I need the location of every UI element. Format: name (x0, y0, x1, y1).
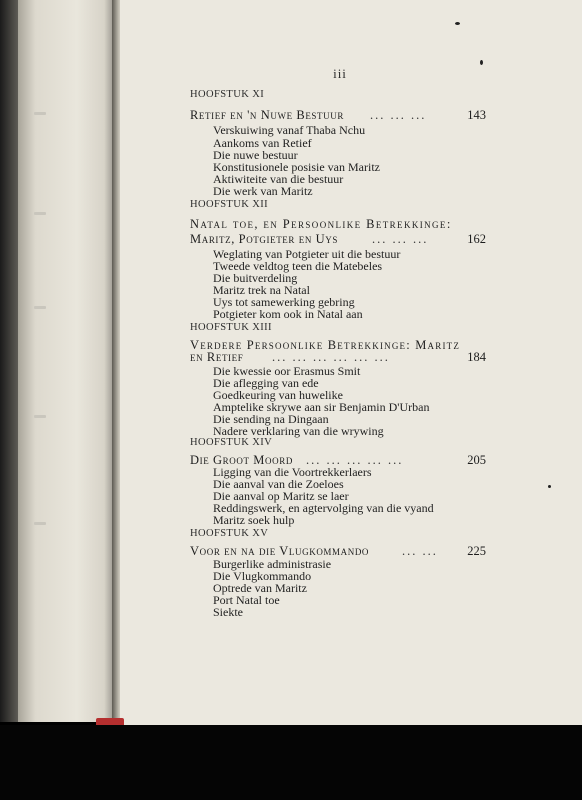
section-entry: Reddingswerk, en agtervolging van die vyand (213, 501, 434, 515)
section-entry: Die kwessie oor Erasmus Smit (213, 364, 361, 378)
chapter-title-text: en Retief (190, 350, 244, 364)
bleed-mark (34, 415, 46, 418)
section-entry: Siekte (213, 605, 243, 619)
section-entry: Uys tot samewerking gebring (213, 295, 355, 309)
chapter-title (190, 232, 486, 247)
section-entry: Verskuiwing vanaf Thaba Nchu (213, 123, 366, 137)
bleed-mark (34, 522, 46, 525)
section-entry: Nadere verklaring van die wrywing (213, 424, 384, 438)
section-entry: Potgieter kom ook in Natal aan (213, 307, 363, 321)
chapter-page-number: 143 (467, 108, 486, 122)
section-entry: Amptelike skrywe aan sir Benjamin D'Urban (213, 400, 430, 414)
section-entry: Die sending na Dingaan (213, 412, 329, 426)
chapter-title (190, 350, 486, 365)
dust-speck (548, 485, 551, 488)
section-entry: Optrede van Maritz (213, 581, 307, 595)
chapter-title-text: Retief en 'n Nuwe Bestuur (190, 108, 344, 122)
section-entry: Ligging van die Voortrekkerlaers (213, 465, 372, 479)
chapter-page-number: 162 (467, 232, 486, 246)
section-entry: Maritz soek hulp (213, 513, 295, 527)
chapter-title: Verdere Persoonlike Betrekkinge: Maritz (190, 338, 461, 352)
section-entry: Tweede veldtog teen die Matebeles (213, 259, 383, 273)
chapter-heading: HOOFSTUK XI (190, 89, 265, 100)
leader-dots: ... ... ... (370, 108, 427, 122)
chapter-title-text: Voor en na die Vlugkommando (190, 544, 370, 558)
background-shadow (0, 725, 582, 800)
chapter-heading: HOOFSTUK XIV (190, 437, 273, 448)
left-page-edge (18, 0, 116, 722)
leader-dots: ... ... ... ... ... (306, 453, 404, 467)
section-entry: Port Natal toe (213, 593, 280, 607)
bleed-mark (34, 306, 46, 309)
leader-dots: ... ... ... (372, 232, 429, 246)
page-number-folio: iii (333, 66, 347, 81)
chapter-heading: HOOFSTUK XII (190, 199, 269, 210)
section-entry: Aankoms van Retief (213, 136, 312, 150)
section-entry: Die aanval op Maritz se laer (213, 489, 349, 503)
section-entry: Aktiwiteite van die bestuur (213, 172, 344, 186)
section-entry: Konstitusionele posisie van Maritz (213, 160, 380, 174)
section-entry: Die buitverdeling (213, 271, 298, 285)
chapter-page-number: 225 (467, 544, 486, 558)
chapter-title-text: Die Groot Moord (190, 453, 293, 467)
table-of-contents (190, 0, 490, 720)
chapter-heading: HOOFSTUK XV (190, 528, 269, 539)
chapter-title (190, 108, 486, 123)
chapter-title-text: Maritz, Potgieter en Uys (190, 232, 338, 246)
chapter-title: Natal toe, en Persoonlike Betrekkinge: (190, 217, 452, 231)
section-entry: Die werk van Maritz (213, 184, 313, 198)
section-entry: Die nuwe bestuur (213, 148, 298, 162)
leader-dots: ... ... ... ... ... ... (272, 350, 390, 364)
bleed-mark (34, 212, 46, 215)
section-entry: Weglating van Potgieter uit die bestuur (213, 247, 401, 261)
section-entry: Burgerlike administrasie (213, 557, 332, 571)
chapter-heading: HOOFSTUK XIII (190, 322, 272, 333)
section-entry: Maritz trek na Natal (213, 283, 310, 297)
section-entry: Goedkeuring van huwelike (213, 388, 343, 402)
chapter-page-number: 184 (467, 350, 486, 364)
bleed-mark (34, 112, 46, 115)
section-entry: Die aanval van die Zoeloes (213, 477, 344, 491)
chapter-page-number: 205 (467, 453, 486, 467)
section-entry: Die Vlugkommando (213, 569, 312, 583)
section-entry: Die aflegging van ede (213, 376, 319, 390)
leader-dots: ... ... (402, 544, 438, 558)
